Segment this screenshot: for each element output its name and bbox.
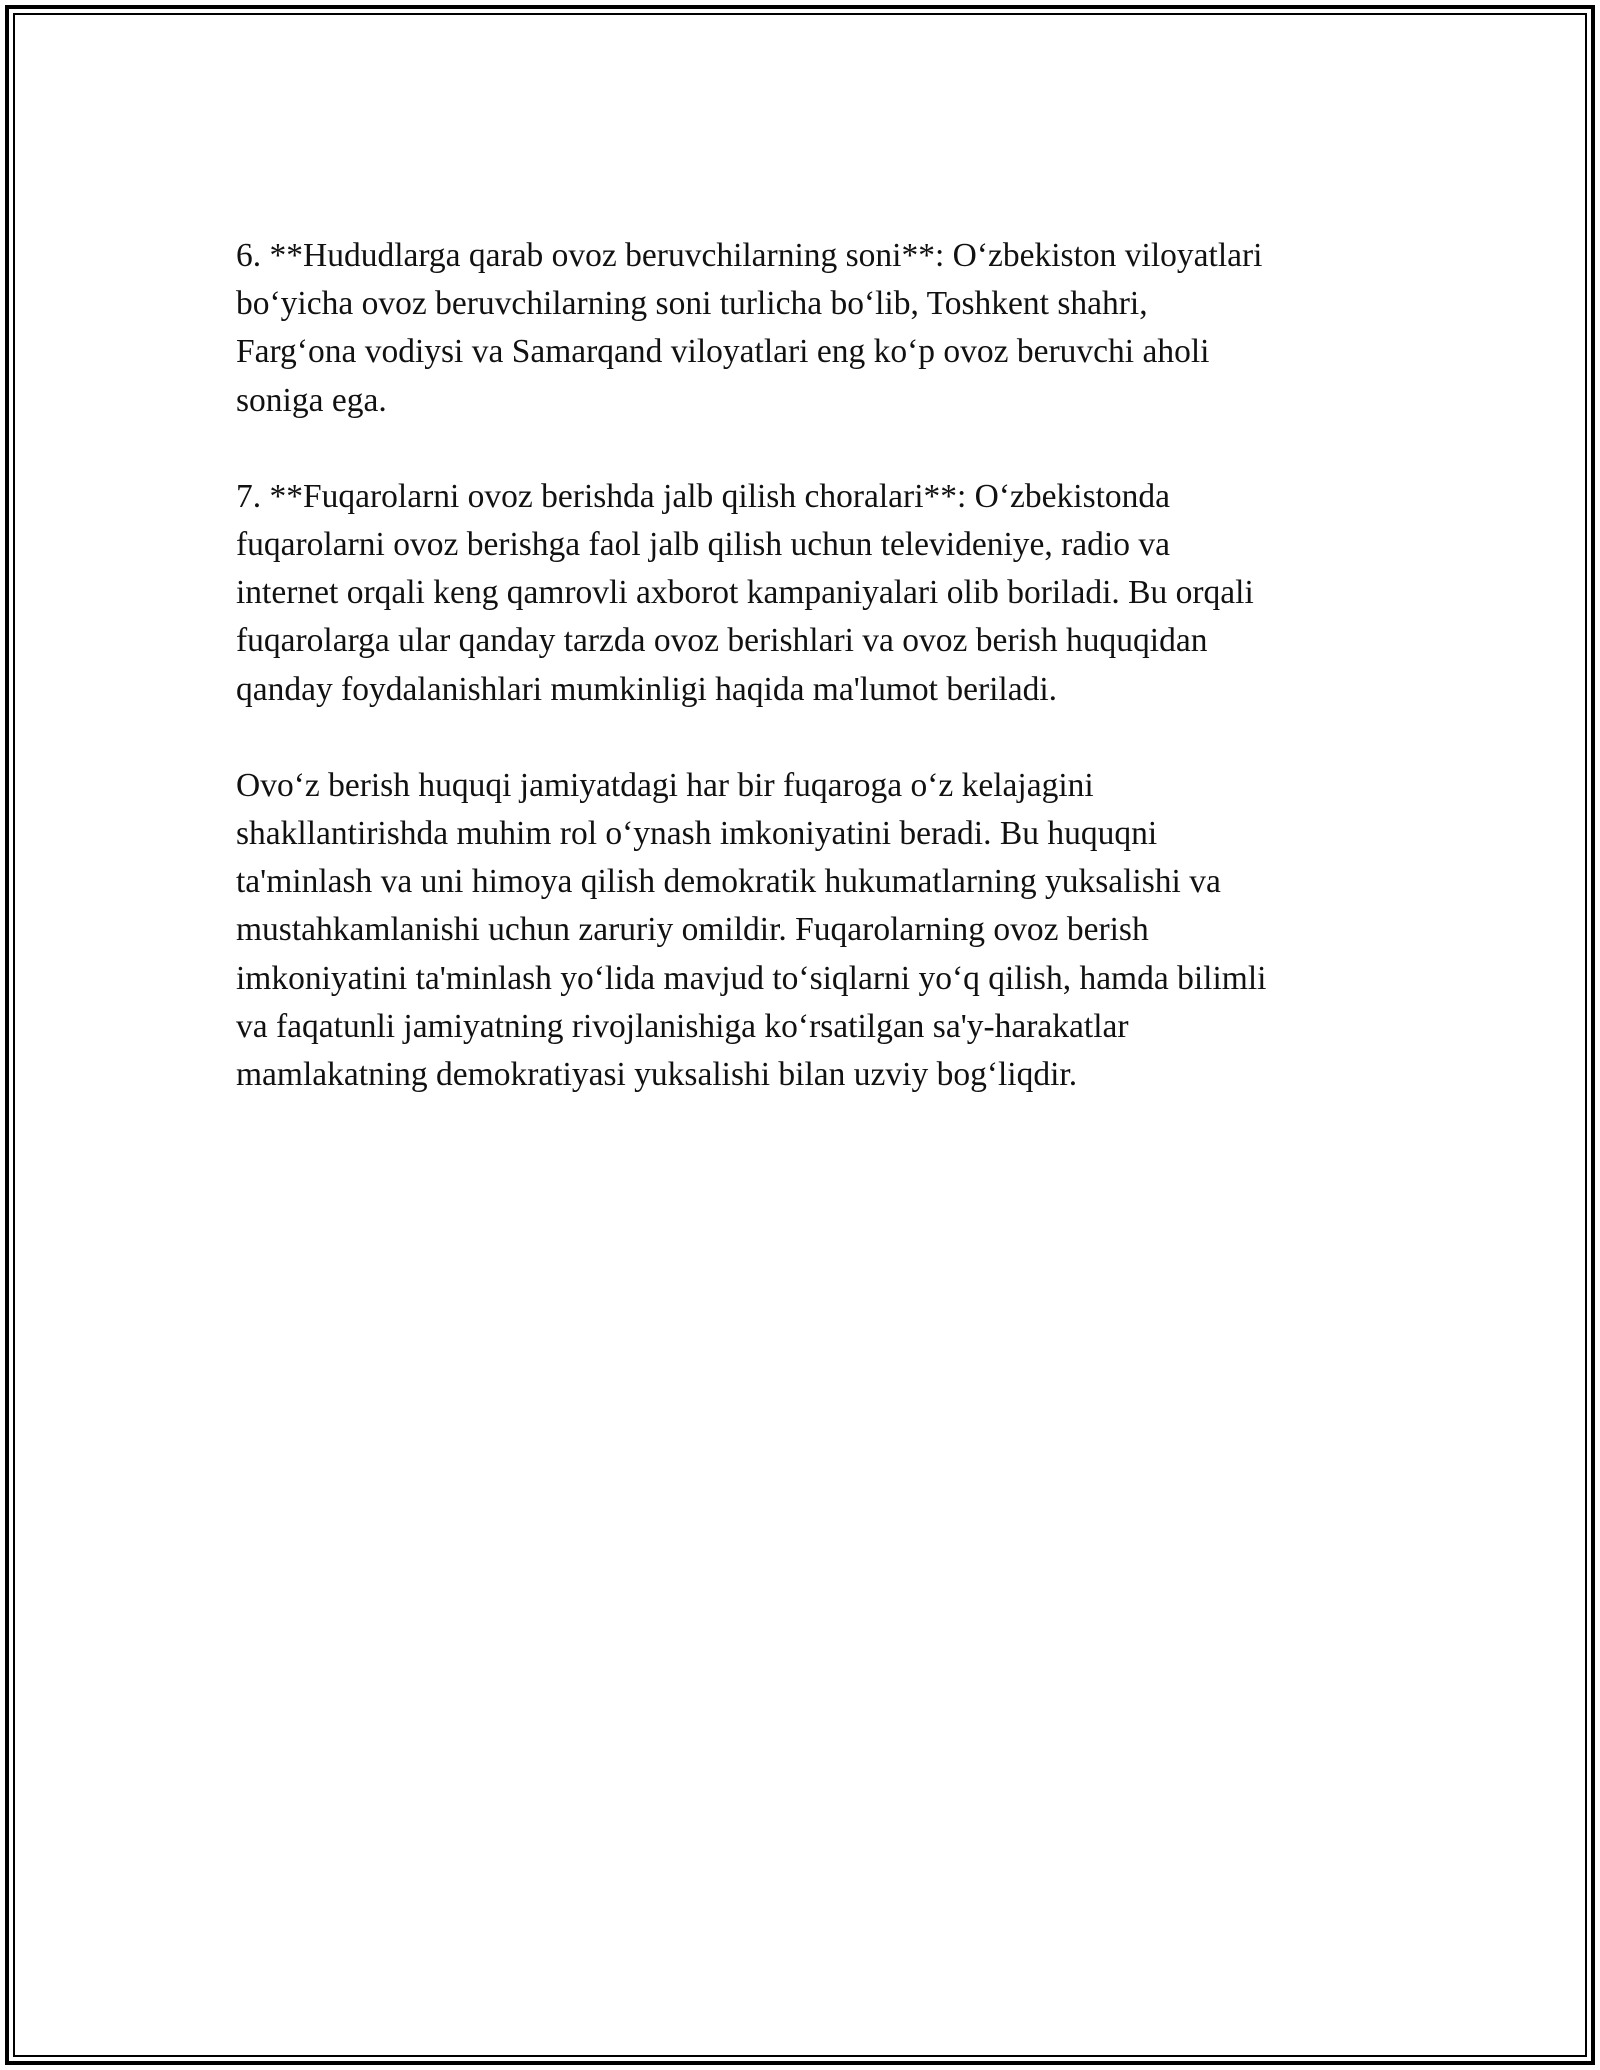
text-line: va faqatunli jamiyatning rivojlanishiga ko‘rsatilgan sa'y-harakatlar <box>236 1007 1129 1045</box>
text-line: 6. **Hududlarga qarab ovoz beruvchilarning soni**: O‘zbekiston viloyatlari <box>236 237 1263 274</box>
text-line: fuqarolarni ovoz berishga faol jalb qilish uchun televideniye, radio va <box>236 526 1170 564</box>
text-line: ta'minlash va uni himoya qilish demokratik hukumatlarning yuksalishi va <box>236 863 1221 901</box>
text-line: mustahkamlanishi uchun zaruriy omildir. Fuqarolarning ovoz berish <box>236 911 1149 949</box>
text-line: imkoniyatini ta'minlash yo‘lida mavjud to‘siqlarni yo‘q qilish, hamda bilimli <box>236 959 1267 997</box>
text-line: Ovo‘z berish huquqi jamiyatdagi har bir fuqaroga o‘z kelajagini <box>236 766 1094 804</box>
text-line: internet orqali keng qamrovli axborot kampaniyalari olib boriladi. Bu orqali <box>236 574 1254 612</box>
paragraph-voters-by-region <box>236 232 1376 425</box>
text-line: Farg‘ona vodiysi va Samarqand viloyatlari eng ko‘p ovoz beruvchi aholi <box>236 333 1210 371</box>
text-line: qanday foydalanishlari mumkinligi haqida ma'lumot beriladi. <box>236 670 1058 708</box>
text-line: bo‘yicha ovoz beruvchilarning soni turlicha bo‘lib, Toshkent shahri, <box>236 285 1148 323</box>
text-line: soniga ega. <box>236 381 387 419</box>
document-body <box>236 232 1376 1147</box>
text-line: shakllantirishda muhim rol o‘ynash imkoniyatini beradi. Bu huquqni <box>236 815 1158 853</box>
paragraph-conclusion <box>236 762 1376 1099</box>
paragraph-citizen-engagement <box>236 473 1376 714</box>
text-line: fuqarolarga ular qanday tarzda ovoz berishlari va ovoz berish huquqidan <box>236 622 1208 660</box>
text-line: 7. **Fuqarolarni ovoz berishda jalb qilish choralari**: O‘zbekistonda <box>236 477 1171 515</box>
text-line: mamlakatning demokratiyasi yuksalishi bilan uzviy bog‘liqdir. <box>236 1056 1078 1094</box>
